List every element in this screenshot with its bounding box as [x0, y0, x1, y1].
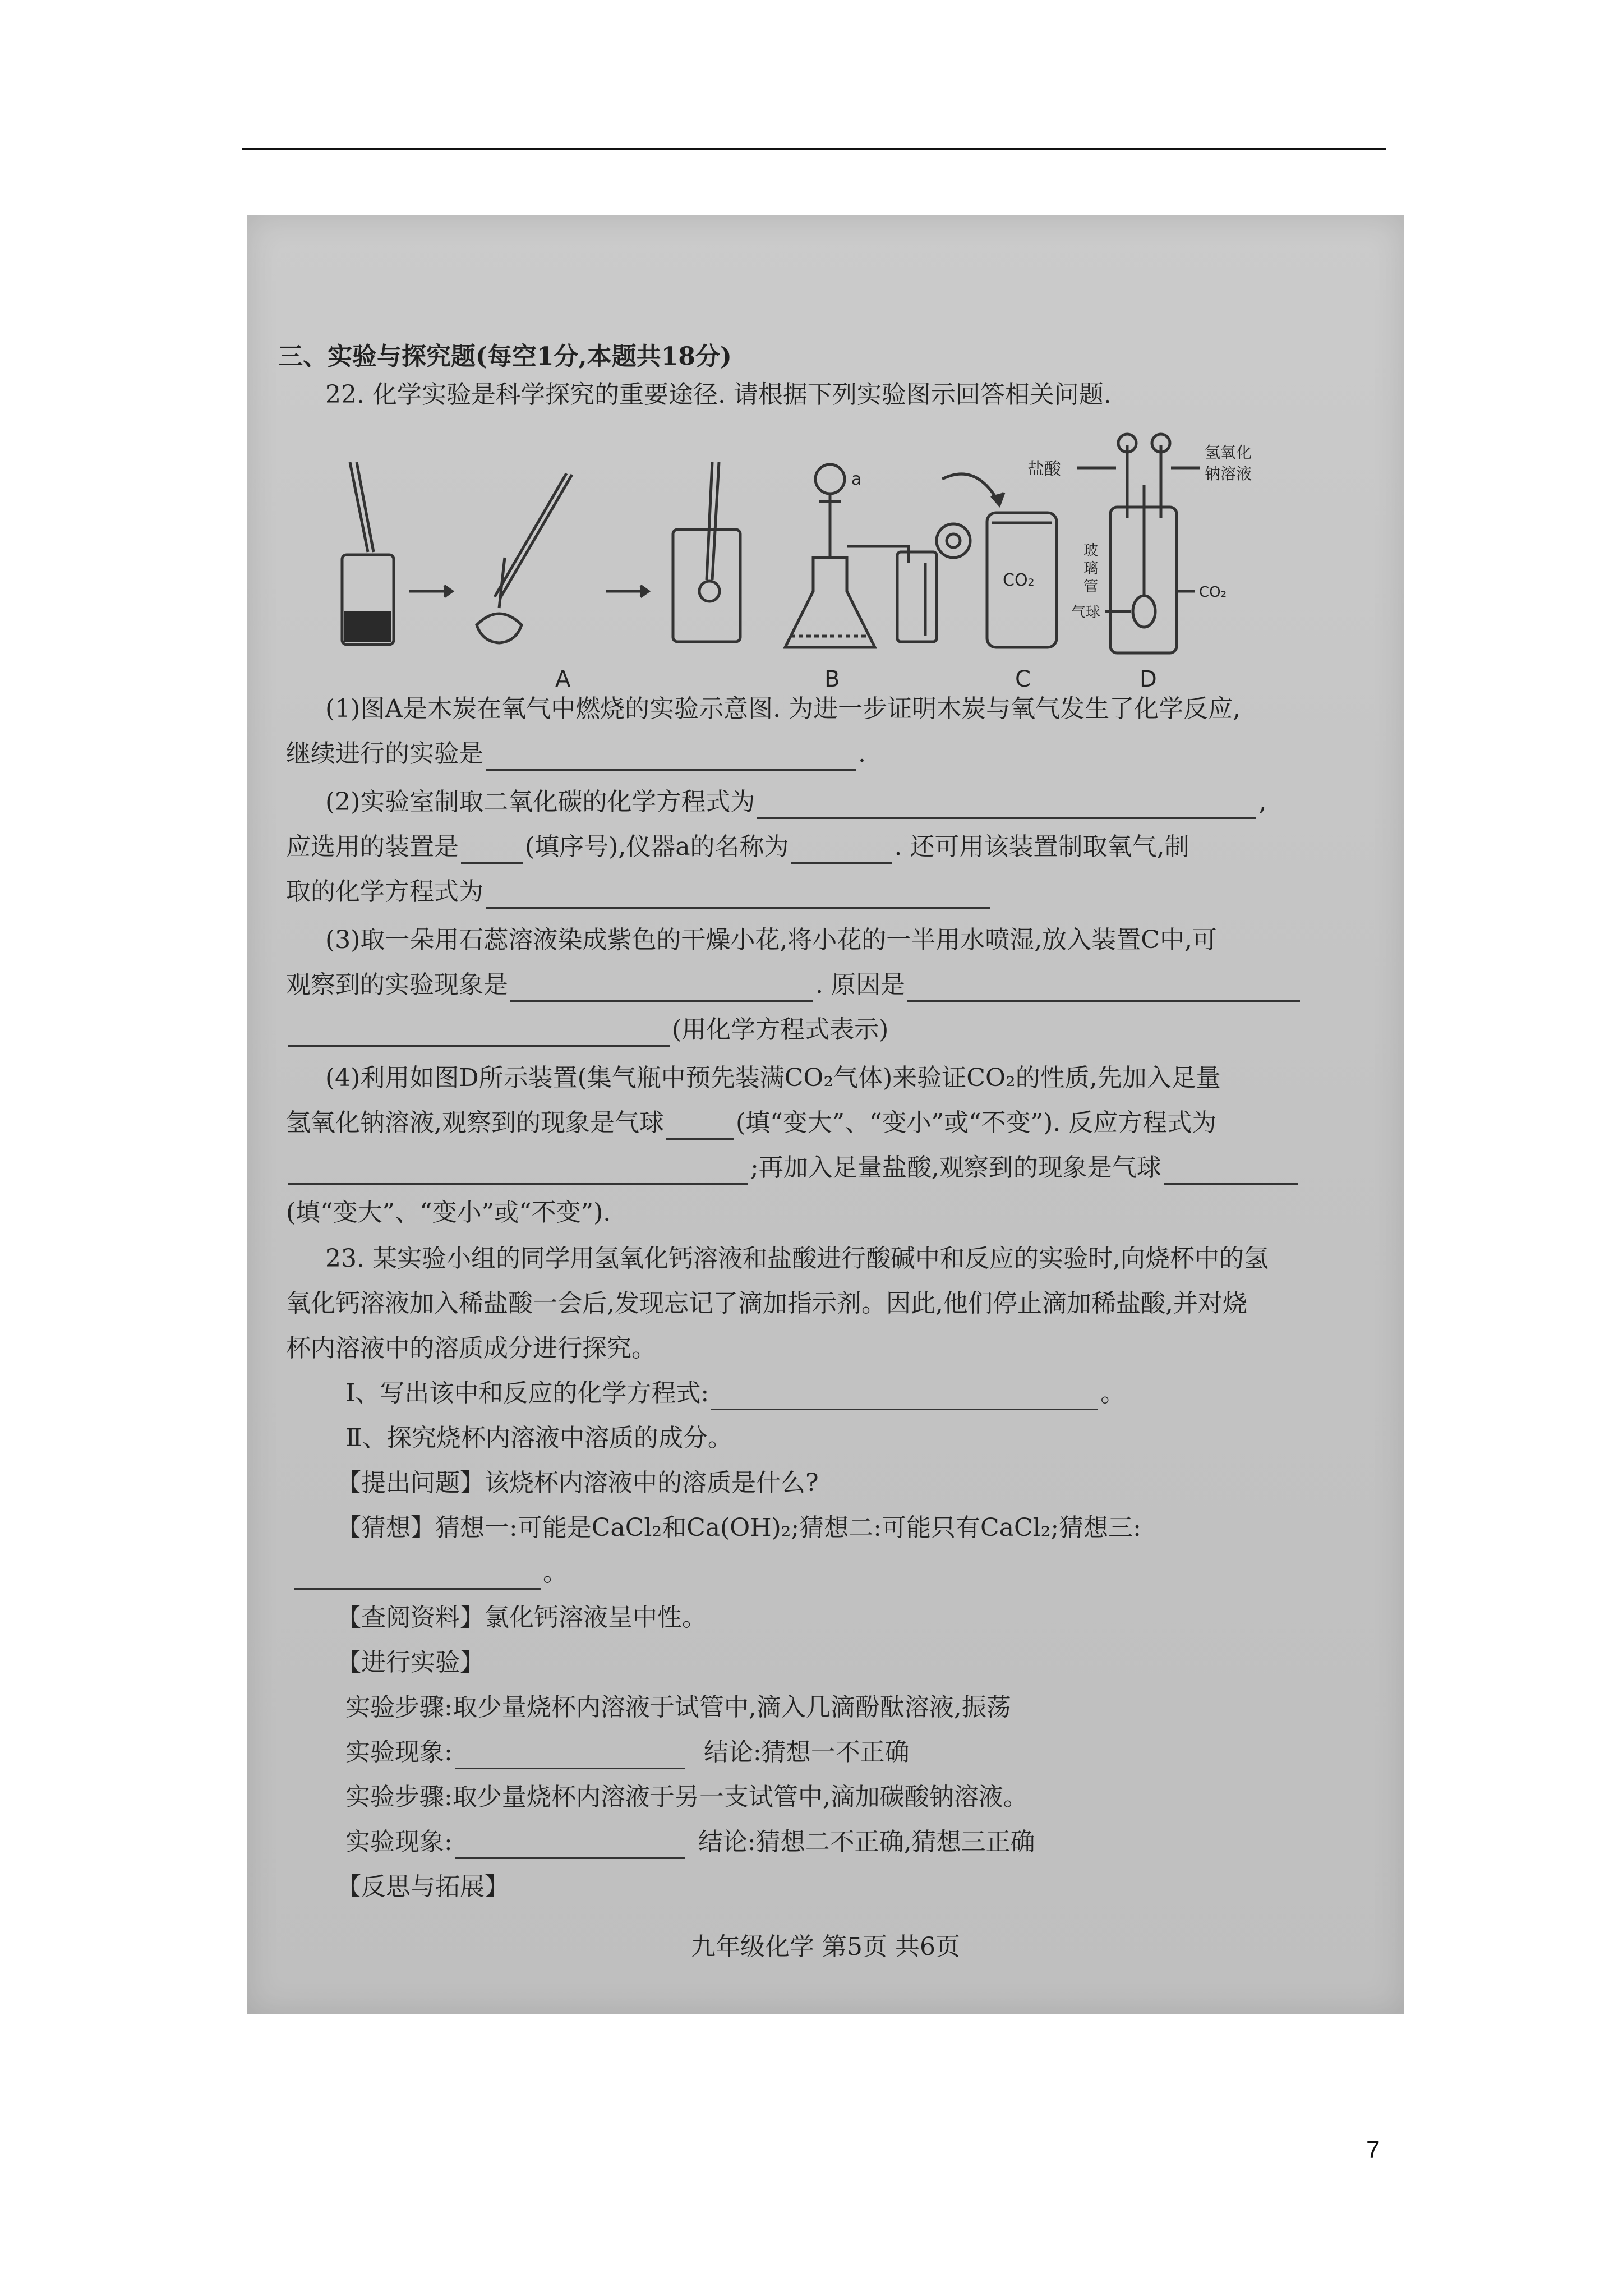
- answer-blank[interactable]: [907, 978, 1300, 1002]
- q23-i-text: Ⅰ、写出该中和反应的化学方程式:: [345, 1379, 709, 1407]
- answer-blank[interactable]: [455, 1745, 685, 1769]
- label-c: C: [1015, 666, 1031, 692]
- q23-i-end: 。: [1100, 1379, 1126, 1407]
- q23-line2: 氧化钙溶液加入稀盐酸一会后,发现忘记了滴加指示剂。因此,他们停止滴加稀盐酸,并对烧: [286, 1289, 1247, 1318]
- apparatus-a: [342, 462, 740, 645]
- answer-blank[interactable]: [711, 1386, 1098, 1410]
- q22-p3-note: (用化学方程式表示): [672, 1015, 889, 1044]
- flower-icon: [937, 474, 1004, 558]
- q22-p3-phenomenon: 观察到的实验现象是: [286, 970, 508, 999]
- answer-blank[interactable]: [1164, 1161, 1298, 1185]
- answer-blank[interactable]: [791, 840, 892, 864]
- section-title: 三、实验与探究题(每空1分,本题共18分): [278, 342, 732, 371]
- label-naoh-2: 钠溶液: [1205, 464, 1252, 483]
- q22-p2-comma: ,: [1258, 788, 1267, 816]
- q23-line3: 杯内溶液中的溶质成分进行探究。: [286, 1334, 656, 1363]
- q23-info: 【查阅资料】氯化钙溶液呈中性。: [336, 1603, 707, 1632]
- label-balloon: 气球: [1071, 604, 1101, 621]
- answer-blank[interactable]: [461, 840, 523, 864]
- q22-p1-text: 继续进行的实验是: [286, 739, 483, 768]
- q22-p2-line2: [286, 830, 1189, 864]
- q23-step2: 实验步骤:取少量烧杯内溶液于另一支试管中,滴加碳酸钠溶液。: [345, 1783, 1028, 1811]
- q23-obs1-label: 实验现象:: [345, 1738, 453, 1766]
- q23-obs2-label: 实验现象:: [345, 1828, 453, 1856]
- q22-p2-equation: 取的化学方程式为: [286, 877, 483, 906]
- q22-p2-instrument: (填序号),仪器a的名称为: [525, 832, 789, 861]
- q22-p2-line1: [325, 785, 1266, 819]
- q23-question: 【提出问题】该烧杯内溶液中的溶质是什么?: [336, 1469, 819, 1497]
- answer-blank[interactable]: [486, 885, 990, 909]
- q22-p4-line4: (填“变大”、“变小”或“不变”).: [286, 1198, 611, 1227]
- q22-p4-line2: [286, 1106, 1216, 1140]
- q22-p4-line1: (4)利用如图D所示装置(集气瓶中预先装满CO₂气体)来验证CO₂的性质,先加入足量: [325, 1064, 1221, 1092]
- answer-blank[interactable]: [294, 1566, 541, 1590]
- q22-p3-line3: [286, 1013, 888, 1047]
- label-d: D: [1140, 666, 1157, 692]
- answer-blank[interactable]: [486, 747, 856, 771]
- q22-p2-oxygen: . 还可用该装置制取氧气,制: [894, 832, 1189, 861]
- q23-experiment: 【进行实验】: [336, 1648, 485, 1677]
- q23-part-i: [345, 1377, 1125, 1410]
- label-b: B: [824, 666, 840, 692]
- q23-guess-line2: [292, 1556, 568, 1590]
- q22-p4-hcl: ;再加入足量盐酸,观察到的现象是气球: [750, 1153, 1161, 1182]
- q22-p4-fill: (填“变大”、“变小”或“不变”). 反应方程式为: [736, 1108, 1217, 1137]
- q22-p2-line3: [286, 875, 993, 909]
- q23-obs2: [345, 1825, 1035, 1859]
- label-instrument-a: a: [851, 470, 862, 489]
- q23-conc1: 结论:猜想一不正确: [703, 1738, 910, 1766]
- photo-footer: 九年级化学 第5页 共6页: [691, 1932, 960, 1961]
- q22-p2-device: 应选用的装置是: [286, 832, 459, 861]
- label-co2-d: CO₂: [1199, 584, 1227, 601]
- top-rule: [242, 148, 1386, 150]
- answer-blank[interactable]: [288, 1023, 670, 1047]
- label-tube-2: 璃: [1083, 560, 1099, 577]
- q22-p3-line1: (3)取一朵用石蕊溶液染成紫色的干燥小花,将小花的一半用水喷湿,放入装置C中,可: [325, 926, 1217, 954]
- label-a: A: [555, 666, 571, 692]
- q22-p3-line2: [286, 968, 1302, 1002]
- q23-step1: 实验步骤:取少量烧杯内溶液于试管中,滴入几滴酚酞溶液,振荡: [345, 1693, 1011, 1722]
- apparatus-b: [785, 464, 937, 647]
- label-tube-3: 管: [1083, 578, 1099, 595]
- q23-reflect: 【反思与拓展】: [336, 1872, 509, 1901]
- label-co2-jar: CO₂: [1003, 570, 1035, 590]
- q22-p4-line3: [286, 1151, 1301, 1185]
- q22-intro: 22. 化学实验是科学探究的重要途径. 请根据下列实验图示回答相关问题.: [325, 380, 1112, 409]
- q23-conc2: 结论:猜想二不正确,猜想三正确: [698, 1828, 1035, 1856]
- q23-guess-end: 。: [543, 1558, 568, 1587]
- q22-p1-end: .: [858, 739, 866, 768]
- experiment-figure: [320, 423, 1262, 709]
- q22-p1-line2: [286, 737, 866, 771]
- label-hcl: 盐酸: [1027, 459, 1061, 479]
- q23-line1: 23. 某实验小组的同学用氢氧化钙溶液和盐酸进行酸碱中和反应的实验时,向烧杯中的氢: [325, 1244, 1269, 1273]
- answer-blank[interactable]: [666, 1116, 734, 1140]
- q22-p4-balloon: 氢氧化钠溶液,观察到的现象是气球: [286, 1108, 664, 1137]
- q22-p2-text: (2)实验室制取二氧化碳的化学方程式为: [325, 788, 755, 816]
- q23-guess: 【猜想】猜想一:可能是CaCl₂和Ca(OH)₂;猜想二:可能只有CaCl₂;猜想三:: [336, 1513, 1141, 1542]
- q22-p1-line1: (1)图A是木炭在氧气中燃烧的实验示意图. 为进一步证明木炭与氧气发生了化学反应,: [325, 694, 1241, 723]
- q22-p3-reason: . 原因是: [815, 970, 905, 999]
- page-number: 7: [1366, 2136, 1380, 2164]
- exam-page-photo: [247, 215, 1404, 2014]
- q23-obs1: [345, 1736, 910, 1769]
- answer-blank[interactable]: [455, 1835, 685, 1859]
- answer-blank[interactable]: [757, 795, 1256, 819]
- answer-blank[interactable]: [510, 978, 813, 1002]
- label-naoh-1: 氢氧化: [1205, 443, 1252, 462]
- answer-blank[interactable]: [288, 1161, 748, 1185]
- q23-part-ii: Ⅱ、探究烧杯内溶液中溶质的成分。: [345, 1424, 732, 1452]
- label-tube-1: 玻: [1083, 542, 1099, 559]
